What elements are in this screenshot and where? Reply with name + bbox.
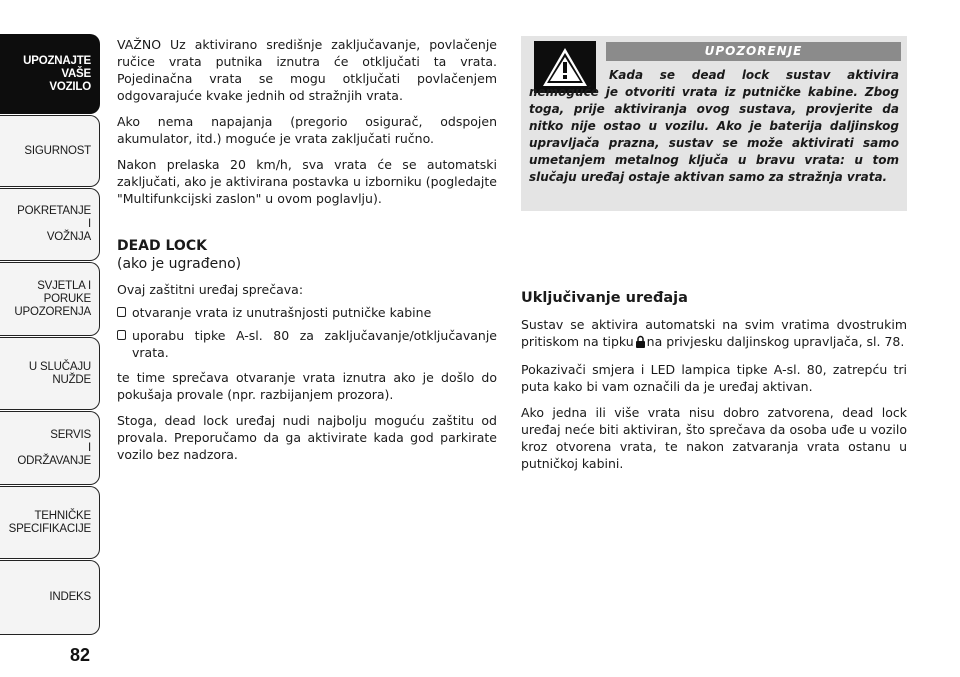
right-column — [521, 289, 907, 481]
paragraph-text: Sustav se aktivira automatski na svim vratima dvostrukim pritiskom na tipku — [521, 317, 907, 349]
tab-upoznajte-vase-vozilo[interactable] — [0, 34, 100, 114]
warning-text — [529, 67, 899, 186]
paragraph-text: na privjesku daljinskog upravljača, sl. 78. — [646, 334, 905, 349]
page-number: 82 — [70, 645, 91, 665]
paragraph: Pokazivači smjera i LED lampica tipke A-sl. 80, zatrepću tri puta kako bi vam označili da je uređaj aktivan. — [521, 362, 907, 394]
warning-body: Kada se dead lock sustav aktivira nemoguće je otvoriti vrata iz putničke kabine. Zbog toga, prije aktiviranja ovog sustava, provjerite da nitko nije ostao u vozilu. Ako je baterija daljinskog upravljača prazna, sustav se može aktivirati samo umetanjem metalnog ključa u bravu vrata: u tom slučaju uređaj ostaje aktivan samo za stražnja vrata. — [529, 68, 899, 184]
tab-label: UPOZNAJTE VAŠE VOZILO — [23, 54, 91, 93]
section-heading-dead-lock: DEAD LOCK — [117, 238, 207, 254]
list-item — [117, 304, 497, 321]
warning-title: UPOZORENJE — [606, 42, 901, 61]
list-item — [117, 327, 497, 361]
section-heading-ukljucivanje: Uključivanje uređaja — [521, 290, 688, 306]
list-item-text: otvaranje vrata iz unutrašnjosti putničke kabine — [132, 305, 432, 320]
checkbox-bullet-icon — [117, 307, 126, 317]
paragraph: Ako jedna ili više vrata nisu dobro zatvorena, dead lock uređaj neće biti aktiviran, što sprečava da osoba uđe u vozilo kroz otvorena vrata, te nakon zatvaranja vrata ostanu u putničkoj kabini. — [521, 405, 907, 471]
tab-indeks[interactable] — [0, 560, 100, 635]
chapter-tabs — [0, 0, 104, 677]
checkbox-bullet-icon — [117, 330, 126, 340]
bullet-list — [117, 304, 497, 361]
paragraph: te time sprečava otvaranje vrata iznutra ako je došlo do pokušaja provale (npr. razbijanjem prozora). — [117, 370, 497, 402]
paragraph: Ako nema napajanja (pregorio osigurač, odspojen akumulator, itd.) moguće je vrata zaključati ručno. — [117, 114, 497, 146]
section-subheading: (ako je ugrađeno) — [117, 256, 242, 272]
warning-box — [521, 36, 907, 211]
tab-label: POKRETANJE I VOŽNJA — [17, 205, 91, 243]
paragraph: VAŽNO Uz aktivirano središnje zaključavanje, povlačenje ručice vrata putnika iznutra će otključati ta vrata. Pojedinačna vrata se mogu otključati povlačenjem odgovarajuće kvake jednih od stražnjih vrata. — [117, 37, 497, 103]
paragraph: Ovaj zaštitni uređaj sprečava: — [117, 282, 304, 297]
tab-u-slucaju-nuzde[interactable] — [0, 337, 100, 410]
tab-tehnicke-specifikacije[interactable] — [0, 486, 100, 559]
lock-icon — [635, 335, 646, 352]
paragraph: Stoga, dead lock uređaj nudi najbolju moguću zaštitu od provala. Preporučamo da ga aktivirate kada god parkirate vozilo bez nadzora. — [117, 413, 497, 462]
tab-sigurnost[interactable] — [0, 115, 100, 187]
tab-label: SVJETLA I PORUKE UPOZORENJA — [14, 279, 91, 318]
list-item-text: uporabu tipke A-sl. 80 za zaključavanje/otključavanje vrata. — [132, 328, 497, 360]
left-column — [117, 36, 497, 472]
paragraph: Nakon prelaska 20 km/h, sva vrata će se automatski zaključati, ako je aktivirana postavka u izborniku (pogledajte "Multifunkcijski zaslon" u ovom poglavlju). — [117, 157, 497, 206]
tab-label: TEHNIČKE SPECIFIKACIJE — [8, 509, 91, 535]
tab-label: SIGURNOST — [24, 144, 91, 157]
tab-label: U SLUČAJU NUŽDE — [28, 360, 91, 386]
tab-label: SERVIS I ODRŽAVANJE — [17, 428, 91, 467]
tab-servis-odrzavanje[interactable] — [0, 411, 100, 485]
paragraph — [521, 316, 907, 352]
tab-pokretanje-voznja[interactable] — [0, 188, 100, 261]
tab-label: INDEKS — [49, 591, 91, 603]
tab-svjetla-poruke[interactable] — [0, 262, 100, 336]
